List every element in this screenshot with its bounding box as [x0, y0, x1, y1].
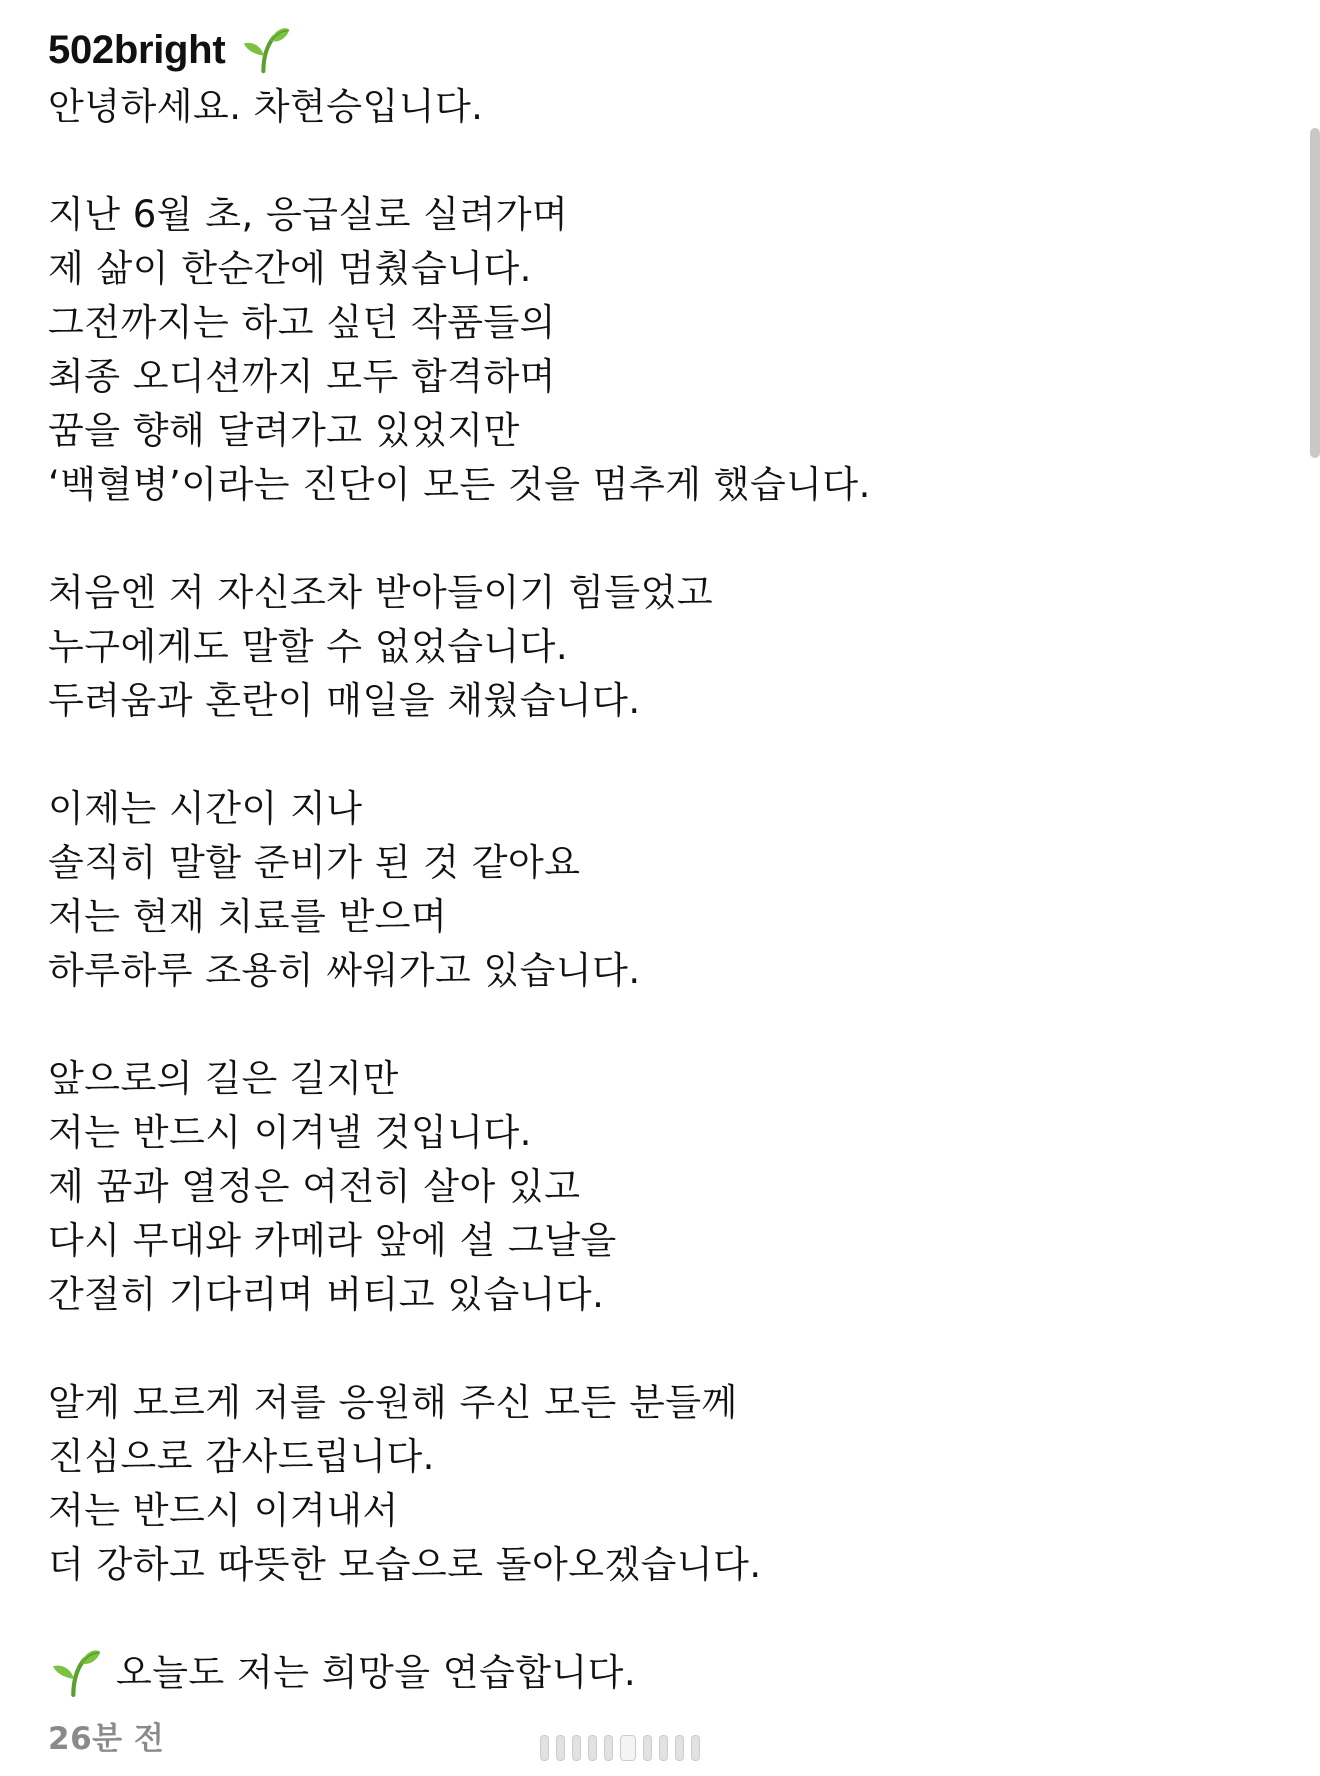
post-text-line: 앞으로의 길은 길지만 [48, 1057, 399, 1100]
vertical-scrollbar[interactable] [1310, 128, 1320, 458]
post-text-line: 솔직히 말할 준비가 된 것 같아요 [48, 841, 581, 884]
post-text-line: 저는 반드시 이겨내서 [48, 1489, 399, 1532]
post-timestamp: 26분 전 [48, 1721, 165, 1757]
post-text-line: 이제는 시간이 지나 [48, 787, 363, 830]
page-indicator [675, 1735, 684, 1761]
paragraph-gap [48, 728, 1228, 782]
closing-line [48, 1645, 1228, 1701]
post-body [48, 80, 1228, 1646]
page-indicator-active [620, 1735, 636, 1761]
post-text-line: 더 강하고 따뜻한 모습으로 돌아오겠습니다. [48, 1543, 762, 1586]
post-text-line: 다시 무대와 카메라 앞에 설 그날을 [48, 1219, 617, 1262]
post-text-line: 저는 현재 치료를 받으며 [48, 895, 448, 938]
post-text-line: 처음엔 저 자신조차 받아들이기 힘들었고 [48, 571, 714, 614]
post-text-line: 간절히 기다리며 버티고 있습니다. [48, 1273, 605, 1316]
paragraph-gap [48, 998, 1228, 1052]
page-indicator [572, 1735, 581, 1761]
sprout-icon [239, 24, 291, 76]
post-text-line: 두려움과 혼란이 매일을 채웠습니다. [48, 679, 641, 722]
paragraph-gap [48, 1592, 1228, 1646]
post-text-line: 꿈을 향해 달려가고 있었지만 [48, 409, 520, 452]
page-indicator [540, 1735, 549, 1761]
page-indicator [588, 1735, 597, 1761]
username[interactable]: 502bright [48, 27, 226, 72]
sprout-icon [48, 1646, 102, 1700]
post-card [48, 22, 1228, 1758]
post-text-line: 최종 오디션까지 모두 합격하며 [48, 355, 556, 398]
paragraph-gap [48, 1322, 1228, 1376]
post-text-line: 누구에게도 말할 수 없었습니다. [48, 625, 569, 668]
post-text-line: 그전까지는 하고 싶던 작품들의 [48, 301, 556, 344]
page-indicator [643, 1735, 652, 1761]
post-text-line: 지난 6월 초, 응급실로 실려가며 [48, 193, 569, 236]
page-indicator [691, 1735, 700, 1761]
page-indicator [659, 1735, 668, 1761]
post-text-line: 제 꿈과 열정은 여전히 살아 있고 [48, 1165, 581, 1208]
post-text-line: ‘백혈병’이라는 진단이 모든 것을 멈추게 했습니다. [48, 463, 871, 506]
post-text-line: 제 삶이 한순간에 멈췄습니다. [48, 247, 532, 290]
paragraph-gap [48, 134, 1228, 188]
post-text-line: 안녕하세요. 차현승입니다. [48, 85, 484, 128]
post-header [48, 22, 1228, 78]
post-text-line: 저는 반드시 이겨낼 것입니다. [48, 1111, 532, 1154]
image-pagination [540, 1735, 700, 1761]
post-text-line: 알게 모르게 저를 응원해 주신 모든 분들께 [48, 1381, 738, 1424]
paragraph-gap [48, 512, 1228, 566]
post-text-line: 하루하루 조용히 싸워가고 있습니다. [48, 949, 641, 992]
page-indicator [604, 1735, 613, 1761]
closing-line-text: 오늘도 저는 희망을 연습합니다. [116, 1651, 637, 1694]
page-indicator [556, 1735, 565, 1761]
post-text-line: 진심으로 감사드립니다. [48, 1435, 435, 1478]
